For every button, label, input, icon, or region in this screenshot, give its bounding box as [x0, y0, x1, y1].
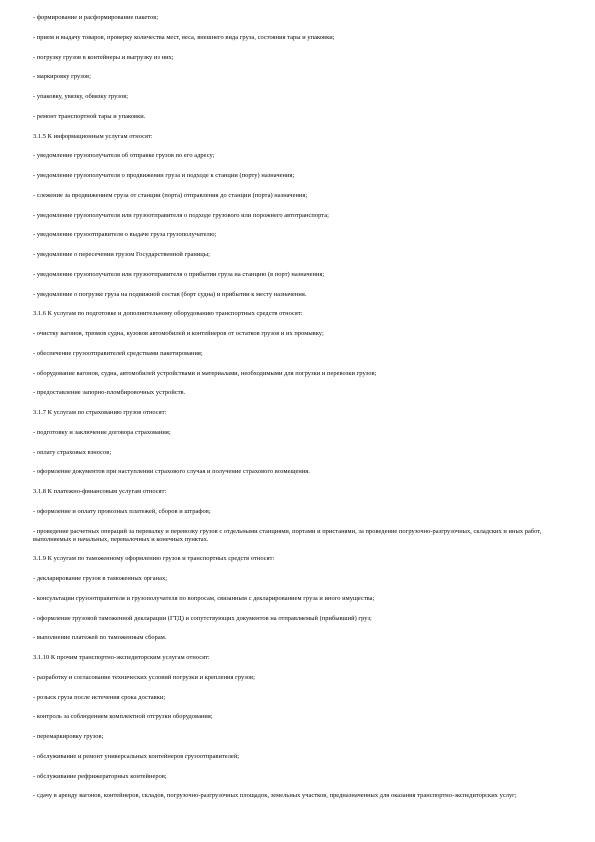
list-item: - подготовку и заключение договора страхования; — [33, 428, 171, 436]
list-item: - оборудование вагонов, судна, автомобилей устройствами и материалами, необходимыми для погрузки и перевозки грузов; — [33, 369, 377, 377]
list-item: - прием и выдачу товаров, проверку количества мест, веса, внешнего вида груза, состояния тары и упаковки; — [33, 33, 335, 41]
list-item: - уведомление грузоотправителя о выдаче груза грузополучателю; — [33, 231, 217, 239]
list-item: - уведомление грузополучателя или грузоотправителя о подходе грузового или порожнего автотранспорта; — [33, 211, 329, 219]
list-item: - уведомление грузополучателя или грузоотправителя о прибытии груза на станцию (в порт) назначения; — [33, 270, 325, 278]
list-item: - уведомление грузополучателя об отправке грузов по его адресу; — [33, 152, 215, 160]
list-item: - декларирование грузов в таможенных органах; — [33, 575, 168, 582]
section-heading: 3.1.9 К услугам по таможенному оформлению грузов и транспортных средств относят: — [33, 555, 275, 563]
list-item: - ремонт транспортной тары и упаковки. — [33, 112, 146, 120]
list-item: - формирование и расформирование пакетов; — [33, 14, 159, 21]
list-item: - оформление и оплату провозных платежей, сборов и штрафов; — [33, 507, 211, 515]
list-item: - предоставление запорно-пломбировочных устройств. — [33, 389, 186, 397]
list-item: - контроль за соблюдением комплектной отгрузки оборудования; — [33, 713, 213, 721]
list-item: - уведомление о пересечении грузом Государственной границы; — [33, 251, 210, 258]
list-item: - обеспечение грузоотправителей средствами пакетирования; — [33, 349, 203, 357]
list-item: - сдачу в аренду вагонов, контейнеров, складов, погрузочно-разгрузочных площадок, земельных участков, предназначенных для оказания транспортно-экспедиторских услуг; — [33, 792, 517, 800]
list-item: - перемаркировку грузов; — [33, 733, 104, 740]
list-item: - оформление документов при наступлении страхового случая и получение страхового возмещения. — [33, 468, 310, 476]
list-item: - уведомление о погрузке груза на подвижной состав (борт судна) и прибытии к месту назначения. — [33, 290, 307, 298]
list-item: - упаковку, увязку, обвязку грузов; — [33, 93, 129, 100]
section-heading: 3.1.6 К услугам по подготовке и дополнительному оборудованию транспортных средств относят: — [33, 310, 303, 318]
list-item: - обслуживание и ремонт универсальных контейнеров грузоотправителей; — [33, 752, 240, 760]
list-item: - оформление грузовой таможенной декларации (ГТД) и сопутствующих документов на отправляемый (прибывший) груз; — [33, 614, 372, 622]
section-heading: 3.1.8 К платежно-финансовым услугам относят: — [33, 488, 167, 495]
list-item: - выполнение платежей по таможенным сборам. — [33, 634, 167, 642]
list-item: - погрузку грузов в контейнеры и выгрузку из них; — [33, 53, 174, 61]
list-item: - проведение расчетных операций за перевалку и перевозку грузов с отдельными станциями, портами и пристанями, за проведение погрузочно-разгрузочных, складских и иных работ, выполняемых в начальных, перевалочных и конечных пунктах. — [33, 527, 542, 543]
list-item: - розыск груза после истечения срока доставки; — [33, 693, 166, 701]
section-heading: 3.1.5 К информационным услугам относят: — [33, 132, 153, 140]
section-heading: 3.1.10 К прочим транспортно-экспедиторским услугам относят: — [33, 654, 210, 661]
document-page — [33, 14, 565, 820]
list-item: - разработку и согласование технических условий погрузки и крепления грузов; — [33, 673, 255, 681]
list-item: - обслуживание рефрижераторных контейнеров; — [33, 772, 167, 780]
list-item: - слежение за продвижением груза от станции (порта) отправления до станции (порта) назначения; — [33, 191, 308, 199]
list-item: - маркировку грузов; — [33, 73, 91, 81]
list-item: - очистку вагонов, трюмов судна, кузовов автомобилей и контейнеров от остатков грузов и их промывку; — [33, 330, 324, 337]
section-heading: 3.1.7 К услугам по страхованию грузов относят: — [33, 409, 167, 416]
list-item: - оплату страховых взносов; — [33, 448, 112, 456]
list-item: - консультации грузоотправителя и грузополучателя по вопросам, связанным с декларированием груза и иного имущества; — [33, 594, 375, 602]
list-item: - уведомление грузополучателя о продвижении груза и подходе к станции (порту) назначения; — [33, 172, 295, 179]
